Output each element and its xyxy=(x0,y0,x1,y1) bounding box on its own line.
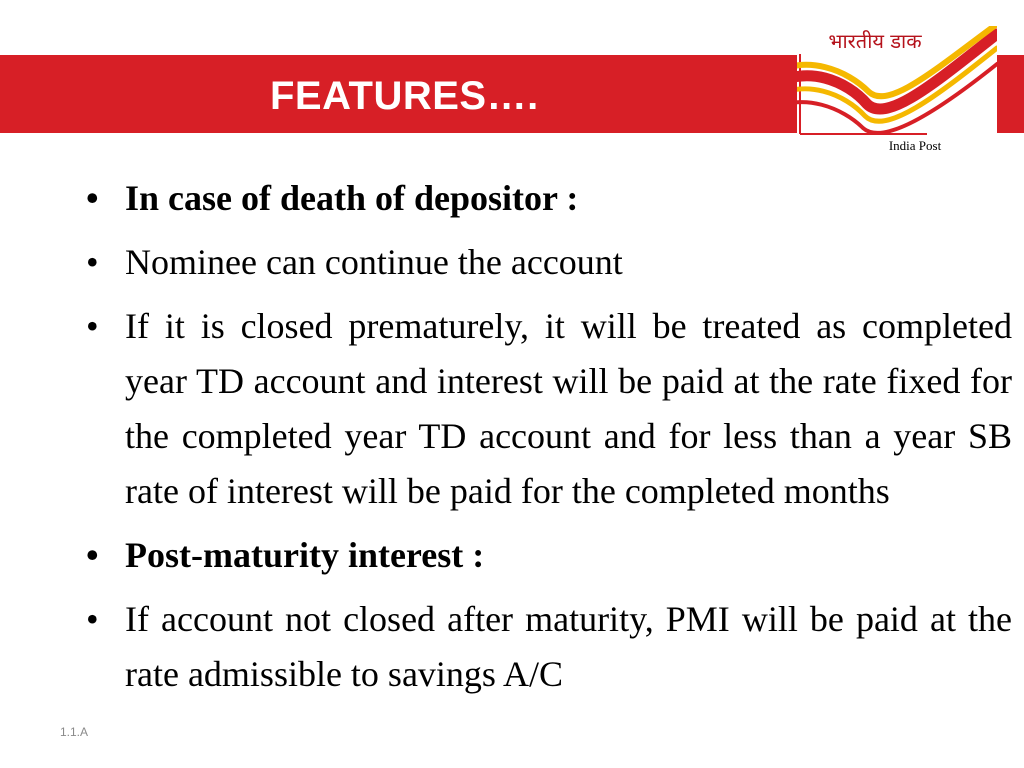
bullet-text: Post-maturity interest : xyxy=(125,535,485,575)
bullet-item xyxy=(80,528,1012,583)
bullet-item xyxy=(80,171,1012,226)
slide-title: FEATURES…. xyxy=(270,74,539,118)
bullet-item xyxy=(80,235,1012,290)
bullet-glyph: • xyxy=(86,306,99,346)
bullet-glyph: • xyxy=(86,178,99,218)
bullet-text: In case of death of depositor : xyxy=(125,178,579,218)
bullet-glyph: • xyxy=(86,242,99,282)
bullet-glyph: • xyxy=(86,535,99,575)
bullet-text: Nominee can continue the account xyxy=(125,242,623,282)
logo-english-text: India Post xyxy=(888,138,942,153)
bullet-item xyxy=(80,592,1012,702)
bullet-glyph: • xyxy=(86,599,99,639)
logo-hindi-text: भारतीय डाक xyxy=(828,29,922,53)
bullet-item xyxy=(80,299,1012,519)
bullet-text: If account not closed after maturity, PMI will be paid at the rate admissible to savings A/C xyxy=(125,599,1012,694)
bullet-list xyxy=(80,171,1012,711)
slide-code: 1.1.A xyxy=(60,725,89,739)
bullet-text: If it is closed prematurely, it will be treated as completed year TD account and interest will be paid at the rate fixed for the completed year TD account and for less than a year SB rate of interest will be paid for the completed months xyxy=(125,306,1012,511)
